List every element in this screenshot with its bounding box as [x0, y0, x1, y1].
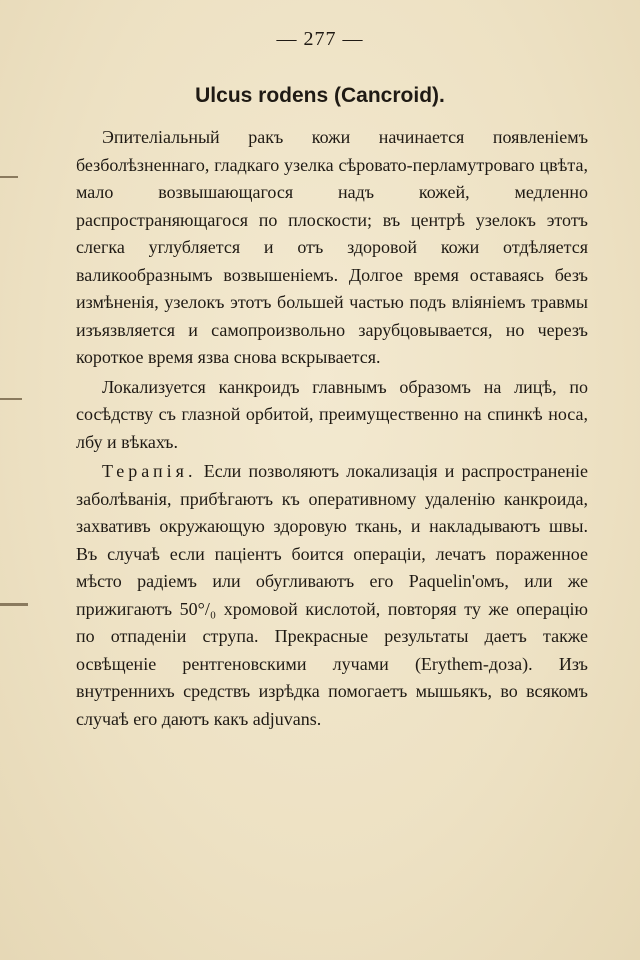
- paragraph-2: Локализуется канкроидъ главнымъ образомъ на лицѣ, по сосѣдству съ глазной орбитой, преимущественно на спинкѣ носа, лбу и вѣкахъ.: [76, 376, 588, 452]
- body-text: [76, 124, 588, 735]
- edge-mark: [0, 603, 28, 606]
- paragraph-1: Эпителіальный ракъ кожи начинается появленіемъ безболѣзненнаго, гладкаго узелка сѣровато-перламутроваго цвѣта, мало возвышающагося надъ кожей, медленно распространяющагося по плоскости; въ центрѣ узелокъ этотъ слегка углубляется и отъ здоровой кожи отдѣляется валикообразнымъ возвышеніемъ. Долгое время оставаясь безъ измѣненія, узелокъ этотъ большей частью подъ вліяніемъ травмы изъязвляется и самопроизвольно зарубцовывается, но черезъ короткое время язва снова вскрывается.: [76, 127, 588, 367]
- page-number: — 277 —: [276, 28, 364, 50]
- edge-mark: [0, 176, 18, 178]
- section-title: Ulcus rodens (Cancroid).: [195, 84, 445, 107]
- therapy-heading: Терапія.: [102, 461, 197, 481]
- therapy-text: Если позволяютъ локализація и распространеніе заболѣванія, прибѣгаютъ къ оперативному удаленію канкроида, захвативъ окружающую здоровую ткань, и накладываютъ швы. Въ случаѣ если паціентъ боится операціи, лечатъ пораженное мѣсто радіемъ или обугливаютъ его Paquelin'омъ, или же прижигаютъ 50°/₀ хромовой кислотой, повторяя ту же операцію по отпаденіи струпа. Прекрасные результаты даетъ также освѣщеніе рентгеновскими лучами (Erythem-доза). Изъ внутреннихъ средствъ изрѣдка помогаетъ мышьякъ, во всякомъ случаѣ его даютъ какъ adjuvans.: [76, 461, 588, 729]
- edge-mark: [0, 398, 22, 400]
- paragraph-3: [76, 458, 588, 733]
